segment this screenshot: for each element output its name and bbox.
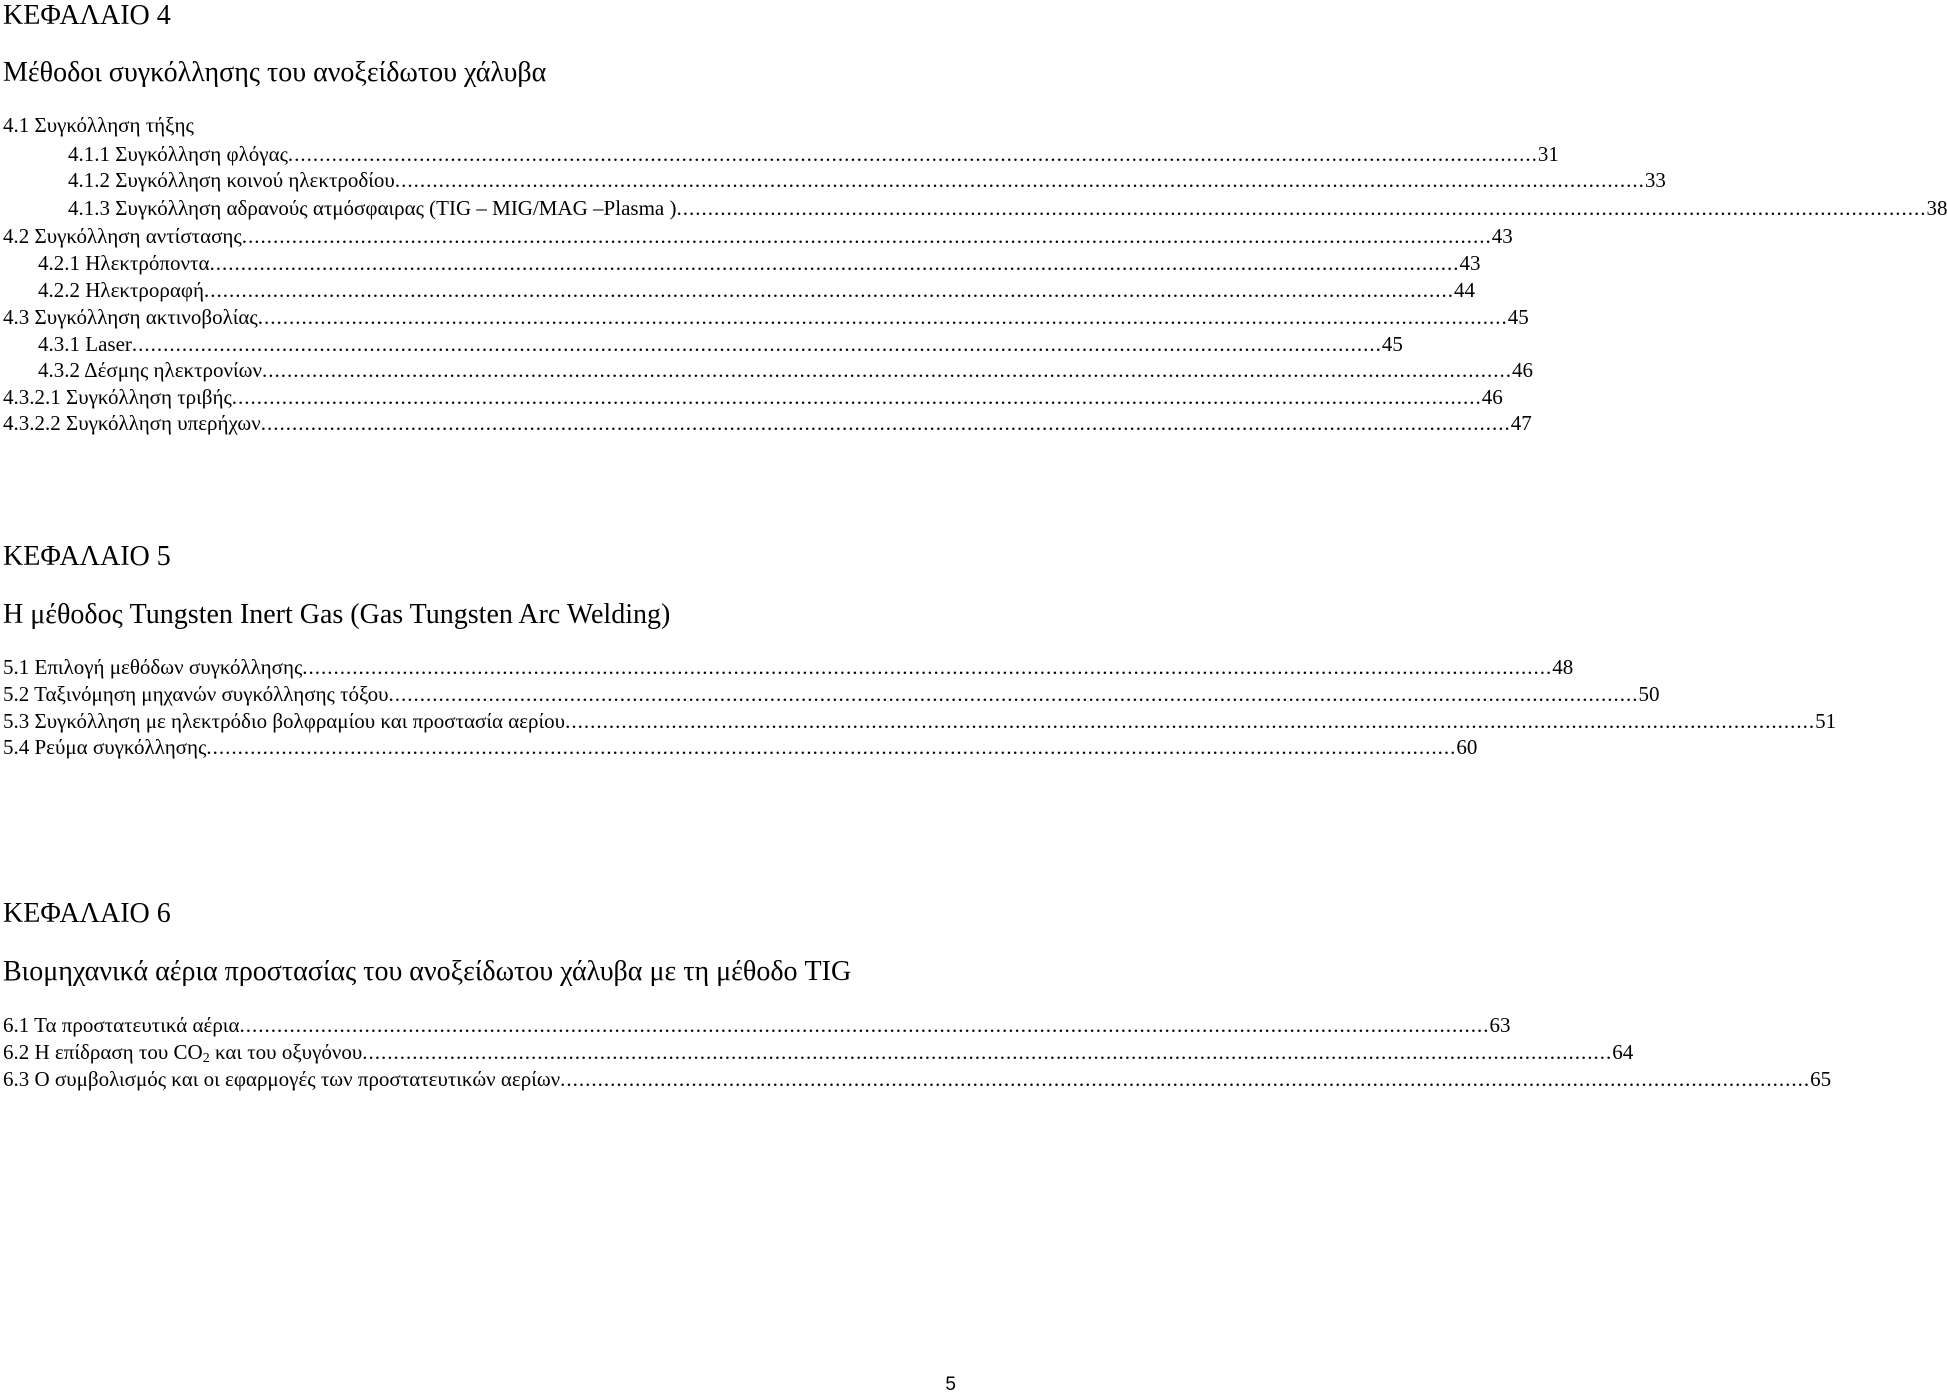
toc-entry[interactable]: 5.1 Επιλογή μεθόδων συγκόλλησης ........................................................................................................................................................................................................ 48 (3, 655, 1574, 679)
toc-entry[interactable]: 6.1 Τα προστατευτικά αέρια ........................................................................................................................................................................................................ 63 (3, 1013, 1511, 1037)
toc-entry[interactable]: 4.3.2.2 Συγκόλληση υπερήχων ........................................................................................................................................................................................................ 47 (3, 411, 1532, 435)
toc-entry[interactable]: 4.2.1 Ηλεκτρόποντα ........................................................................................................................................................................................................ 43 (38, 251, 1481, 275)
toc-entry[interactable]: 6.2 Η επίδραση του $CO_2$ και του οξυγόνου ........................................................................................................................................................................................................ 64 (3, 1040, 1634, 1066)
toc-entry[interactable]: 4.1.1 Συγκόλληση φλόγας ........................................................................................................................................................................................................ 31 (68, 142, 1559, 166)
toc-entry[interactable]: 6.3 Ο συμβολισμός και οι εφαρμογές των προστατευτικών αερίων ........................................................................................................................................................................................................ 65 (3, 1067, 1832, 1091)
toc-entry[interactable]: 4.1.3 Συγκόλληση αδρανούς ατμόσφαιρας (TIG – MIG/MAG –Plasma ) ........................................................................................................................................................................................................ 38 (68, 196, 1947, 220)
toc-entry[interactable]: 4.2 Συγκόλληση αντίστασης ........................................................................................................................................................................................................ 43 (3, 224, 1513, 248)
chapter6-title: Βιομηχανικά αέρια προστασίας του ανοξείδωτου χάλυβα με τη μέθοδο TIG (3, 956, 852, 987)
toc-entry[interactable]: 5.3 Συγκόλληση με ηλεκτρόδιο βολφραμίου και προστασία αερίου ........................................................................................................................................................................................................ 51 (3, 709, 1837, 733)
chapter5-heading: ΚΕΦΑΛΑΙΟ 5 (3, 541, 171, 572)
toc-entry[interactable]: 5.4 Ρεύμα συγκόλλησης ........................................................................................................................................................................................................ 60 (3, 735, 1478, 759)
chapter4-intro: 4.1 Συγκόλληση τήξης (3, 113, 194, 137)
toc-entry[interactable]: 4.3 Συγκόλληση ακτινοβολίας ........................................................................................................................................................................................................ 45 (3, 305, 1529, 329)
chapter4-title: Μέθοδοι συγκόλλησης του ανοξείδωτου χάλυβα (3, 57, 547, 88)
toc-entry[interactable]: 4.1.2 Συγκόλληση κοινού ηλεκτροδίου ........................................................................................................................................................................................................ 33 (68, 168, 1666, 192)
toc-entry[interactable]: 5.2 Ταξινόμηση μηχανών συγκόλλησης τόξου ........................................................................................................................................................................................................ 50 (3, 682, 1660, 706)
chapter4-heading: ΚΕΦΑΛΑΙΟ 4 (3, 0, 171, 31)
toc-entry[interactable]: 4.2.2 Ηλεκτροραφή ........................................................................................................................................................................................................ 44 (38, 278, 1476, 302)
page-number: 5 (945, 1374, 956, 1395)
chapter5-title: Η μέθοδος Tungsten Inert Gas (Gas Tungsten Arc Welding) (3, 599, 671, 630)
chapter6-heading: ΚΕΦΑΛΑΙΟ 6 (3, 898, 171, 929)
toc-entry[interactable]: 4.3.2 Δέσμης ηλεκτρονίων ........................................................................................................................................................................................................ 46 (38, 358, 1533, 382)
toc-entry[interactable]: 4.3.2.1 Συγκόλληση τριβής ........................................................................................................................................................................................................ 46 (3, 385, 1503, 409)
toc-entry[interactable]: 4.3.1 Laser ........................................................................................................................................................................................................ 45 (38, 332, 1403, 356)
